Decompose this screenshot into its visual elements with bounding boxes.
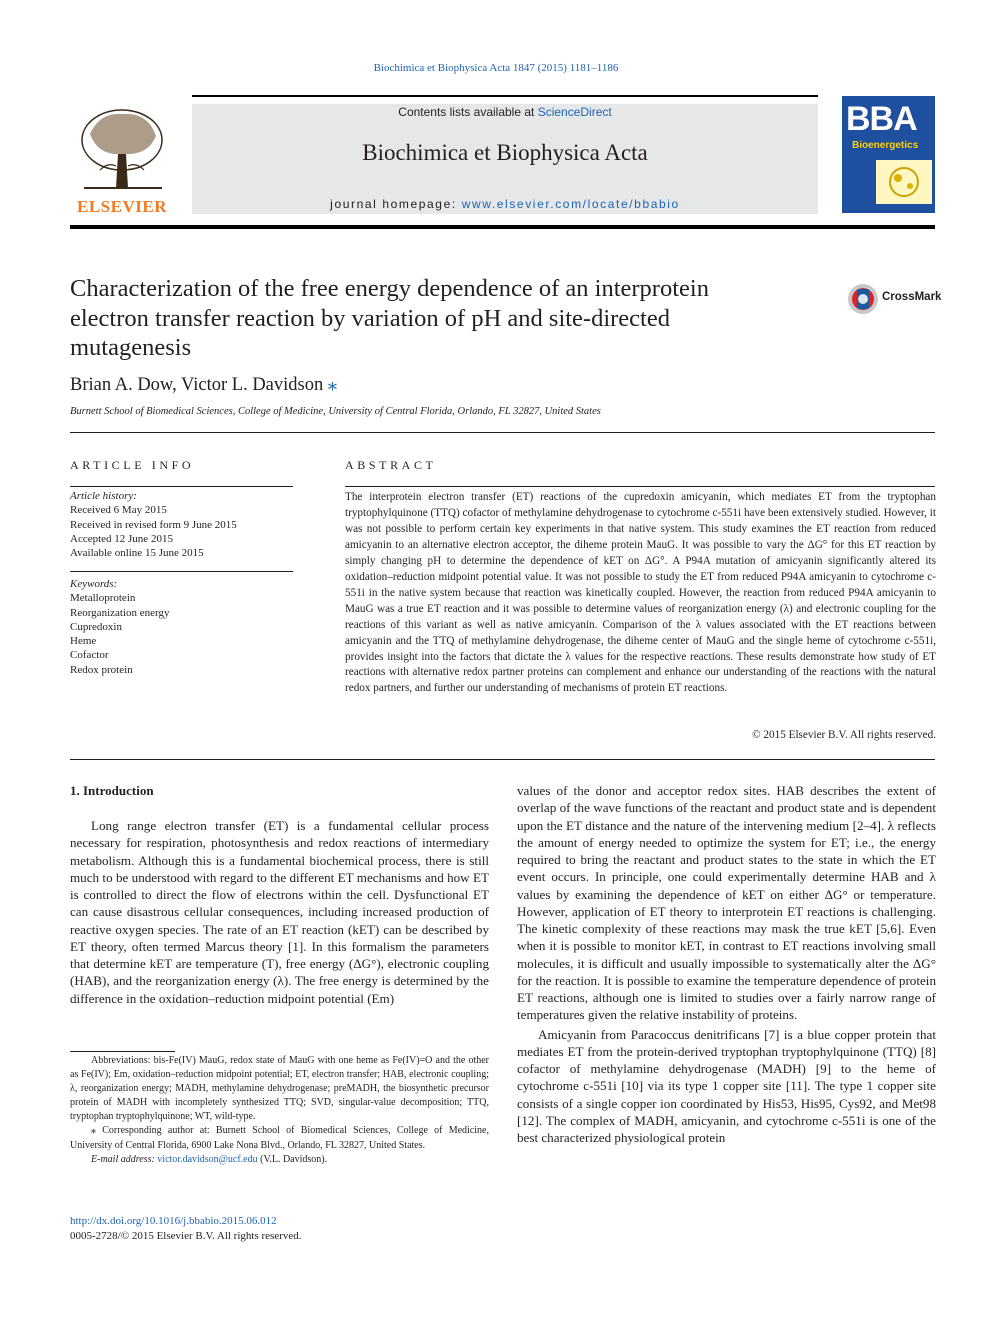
keywords-label: Keywords: <box>70 578 118 590</box>
cover-illustration <box>876 160 932 204</box>
abstract-heading: ABSTRACT <box>345 458 437 472</box>
issn-copyright: 0005-2728/© 2015 Elsevier B.V. All rights reserved. <box>70 1230 302 1242</box>
history-label: Article history: <box>70 490 137 502</box>
cover-title: BBA <box>846 100 917 138</box>
divider <box>70 432 935 433</box>
journal-homepage-line <box>192 197 818 211</box>
body-column-right <box>517 782 936 1146</box>
elsevier-wordmark: ELSEVIER <box>77 197 167 216</box>
cover-subtitle: Bioenergetics <box>852 140 919 151</box>
history-item: Received 6 May 2015 <box>70 504 167 517</box>
keyword: Metalloprotein <box>70 592 136 605</box>
keyword: Heme <box>70 635 97 648</box>
email-link[interactable]: victor.davidson@ucf.edu <box>157 1153 258 1165</box>
homepage-link[interactable]: www.elsevier.com/locate/bbabio <box>461 197 680 211</box>
article-history <box>70 489 237 560</box>
crossmark-label[interactable]: CrossMark <box>882 291 942 303</box>
keyword: Cofactor <box>70 649 109 662</box>
header-rule <box>70 225 935 229</box>
keywords-list <box>70 577 169 677</box>
divider <box>70 571 293 572</box>
abstract-copyright: © 2015 Elsevier B.V. All rights reserved. <box>752 729 936 741</box>
abstract-text: The interprotein electron transfer (ET) reactions of the cupredoxin amicyanin, which mediates ET from the tryptophan tryptophylquinone (TTQ) cofactor of methylamine dehydrogenase to cytochrome c-551i have been extensively studied. However, it was not possible to perform certain key experiments in that native system. This study examines the ET reaction from reduced amicyanin to an alternative electron acceptor, the diheme protein MauG. It was possible to vary the ΔG° for this ET reaction by simply changing pH to determine the dependence of kET on ΔG°. A P94A mutation of amicyanin significantly altered its oxidation–reduction midpoint potential value. It was not possible to study the ET from reduced P94A amicyanin to cytochrome c-551i in the native system because that reaction was kinetically coupled. However, the reaction from reduced P94A amicyanin to MauG was a true ET reaction and it was possible to determine values of reorganization energy (λ) and electronic coupling for the reactions of this variant as well as native amicyanin. Comparison of the λ values associated with the ET reactions between amicyanin and the TTQ of methylamine dehydrogenase, the diheme center of MauG and the single heme of cytochrome c-551i, provides insight into the factors that dictate the λ values for the respective reactions. These results demonstrate how study of ET reactions with alternative redox partner proteins can complement and enhance our understanding of the reactions with the natural redox partners, and further our understanding of mechanisms of protein ET reactions. <box>345 491 936 695</box>
body-paragraph: Long range electron transfer (ET) is a fundamental cellular process necessary for respiration, photosynthesis and redox reactions of intermediary metabolism. Although this is a fundamental biochemical process, there is still much to be understood with regard to the different ET mechanisms and how ET is controlled to direct the flow of electrons within the cell. Dysfunctional ET can cause disastrous cellular consequences, including increased production of reactive oxygen species. The rate of an ET reaction (kET) can be described by ET theory, often termed Marcus theory [1]. In this formalism the parameters that determine kET are temperature (T), free energy (ΔG°), electronic coupling (HAB), and the reorganization energy (λ). The free energy is determined by the difference in the oxidation–reduction midpoint potential (Em) <box>70 818 489 1006</box>
keyword: Reorganization energy <box>70 606 170 619</box>
divider <box>345 486 935 487</box>
contents-line <box>192 105 818 119</box>
author-affiliation: Burnett School of Biomedical Sciences, College of Medicine, University of Central Florida, Orlando, FL 32827, United States <box>70 406 601 417</box>
corresponding-author-mark[interactable]: ⁎ <box>327 375 338 395</box>
footnotes <box>70 1054 489 1167</box>
section-heading-introduction: 1. Introduction <box>70 783 154 798</box>
email-suffix: (V.L. Davidson). <box>257 1153 328 1165</box>
author-list <box>70 374 337 396</box>
footnote-email <box>70 1153 489 1167</box>
email-label: E-mail address: <box>91 1153 158 1165</box>
history-item: Accepted 12 June 2015 <box>70 532 173 545</box>
homepage-label: journal homepage: <box>330 197 462 211</box>
article-info-heading: ARTICLE INFO <box>70 458 195 472</box>
journal-citation[interactable]: Biochimica et Biophysica Acta 1847 (2015) 1181–1186 <box>373 62 619 74</box>
article-title: Characterization of the free energy dependence of an interprotein electron transfer reaction by variation of pH and site-directed mutagenesis <box>70 275 709 361</box>
footnote-rule <box>70 1051 175 1052</box>
masthead-top-rule <box>192 95 818 97</box>
history-item: Received in revised form 9 June 2015 <box>70 518 237 531</box>
doi-link[interactable]: http://dx.doi.org/10.1016/j.bbabio.2015.06.012 <box>70 1215 277 1227</box>
body-paragraph: values of the donor and acceptor redox sites. HAB describes the extent of overlap of the wave functions of the reactant and product state and is dependent upon the ET distance and the nature of the intervening medium [2–4]. λ reflects the amount of energy needed to optimize the system for ET; i.e., the energy required to bring the reactant and product states to the state in which the ET event occurs. In principle, one could experimentally determine HAB and λ values by examining the dependence of kET on either ΔG° or temperature. However, application of ET theory to interprotein ET reactions is challenging. The kinetic complexity of these reactions may mask the true kET [5,6]. Even when it is possible to monitor kET, in contrast to ET reactions involving small molecules, it is difficult and usually impossible to systematically alter the ΔG° for the reaction. It is possible to examine the temperature dependence of protein ET reactions, although one is limited to studies over a fairly narrow range of temperatures given the relative instability of proteins. <box>517 783 936 1023</box>
footnote-abbreviations: Abbreviations: bis-Fe(IV) MauG, redox state of MauG with one heme as Fe(IV)=O and the other as Fe(IV); Em, oxidation–reduction midpoint potential; ET, electron transfer; HAB, electronic coupling; λ, reorganization energy; MADH, methylamine dehydrogenase; preMADH, the biosynthetic precursor protein of MADH with incompletely synthesized TTQ; SVD, singular-value decomposition; TTQ, tryptophan tryptophylquinone; WT, wild-type. <box>70 1055 489 1123</box>
divider <box>70 486 293 487</box>
history-item: Available online 15 June 2015 <box>70 547 204 560</box>
contents-prefix: Contents lists available at <box>398 105 538 119</box>
crossmark-icon[interactable] <box>846 282 880 316</box>
body-paragraph: Amicyanin from Paracoccus denitrificans [7] is a blue copper protein that mediates ET from the protein-derived tryptophan tryptophylquinone (TTQ) [8] cofactor of methylamine dehydrogenase (MADH) [9] to the heme of cytochrome c-551i [10] via its type 1 copper site [11]. The type 1 copper site consists of a single copper ion coordinated by His53, His95, Cys92, and Met98 [12]. The complex of MADH, amicyanin, and cytochrome c-551i is one of the best characterized physiological protein <box>517 1026 936 1145</box>
sciencedirect-link[interactable]: ScienceDirect <box>537 105 612 119</box>
keyword: Redox protein <box>70 663 133 676</box>
footnote-corresponding-author: ⁎ Corresponding author at: Burnett School of Biomedical Sciences, College of Medicine, University of Central Florida, 6900 Lake Nona Blvd., Orlando, FL 32827, United States. <box>70 1125 489 1151</box>
journal-title: Biochimica et Biophysica Acta <box>362 140 648 165</box>
authors-text: Brian A. Dow, Victor L. Davidson <box>70 375 324 395</box>
keyword: Cupredoxin <box>70 620 122 633</box>
body-column-left <box>70 817 489 1007</box>
divider <box>70 759 935 760</box>
journal-cover-image <box>842 96 935 213</box>
